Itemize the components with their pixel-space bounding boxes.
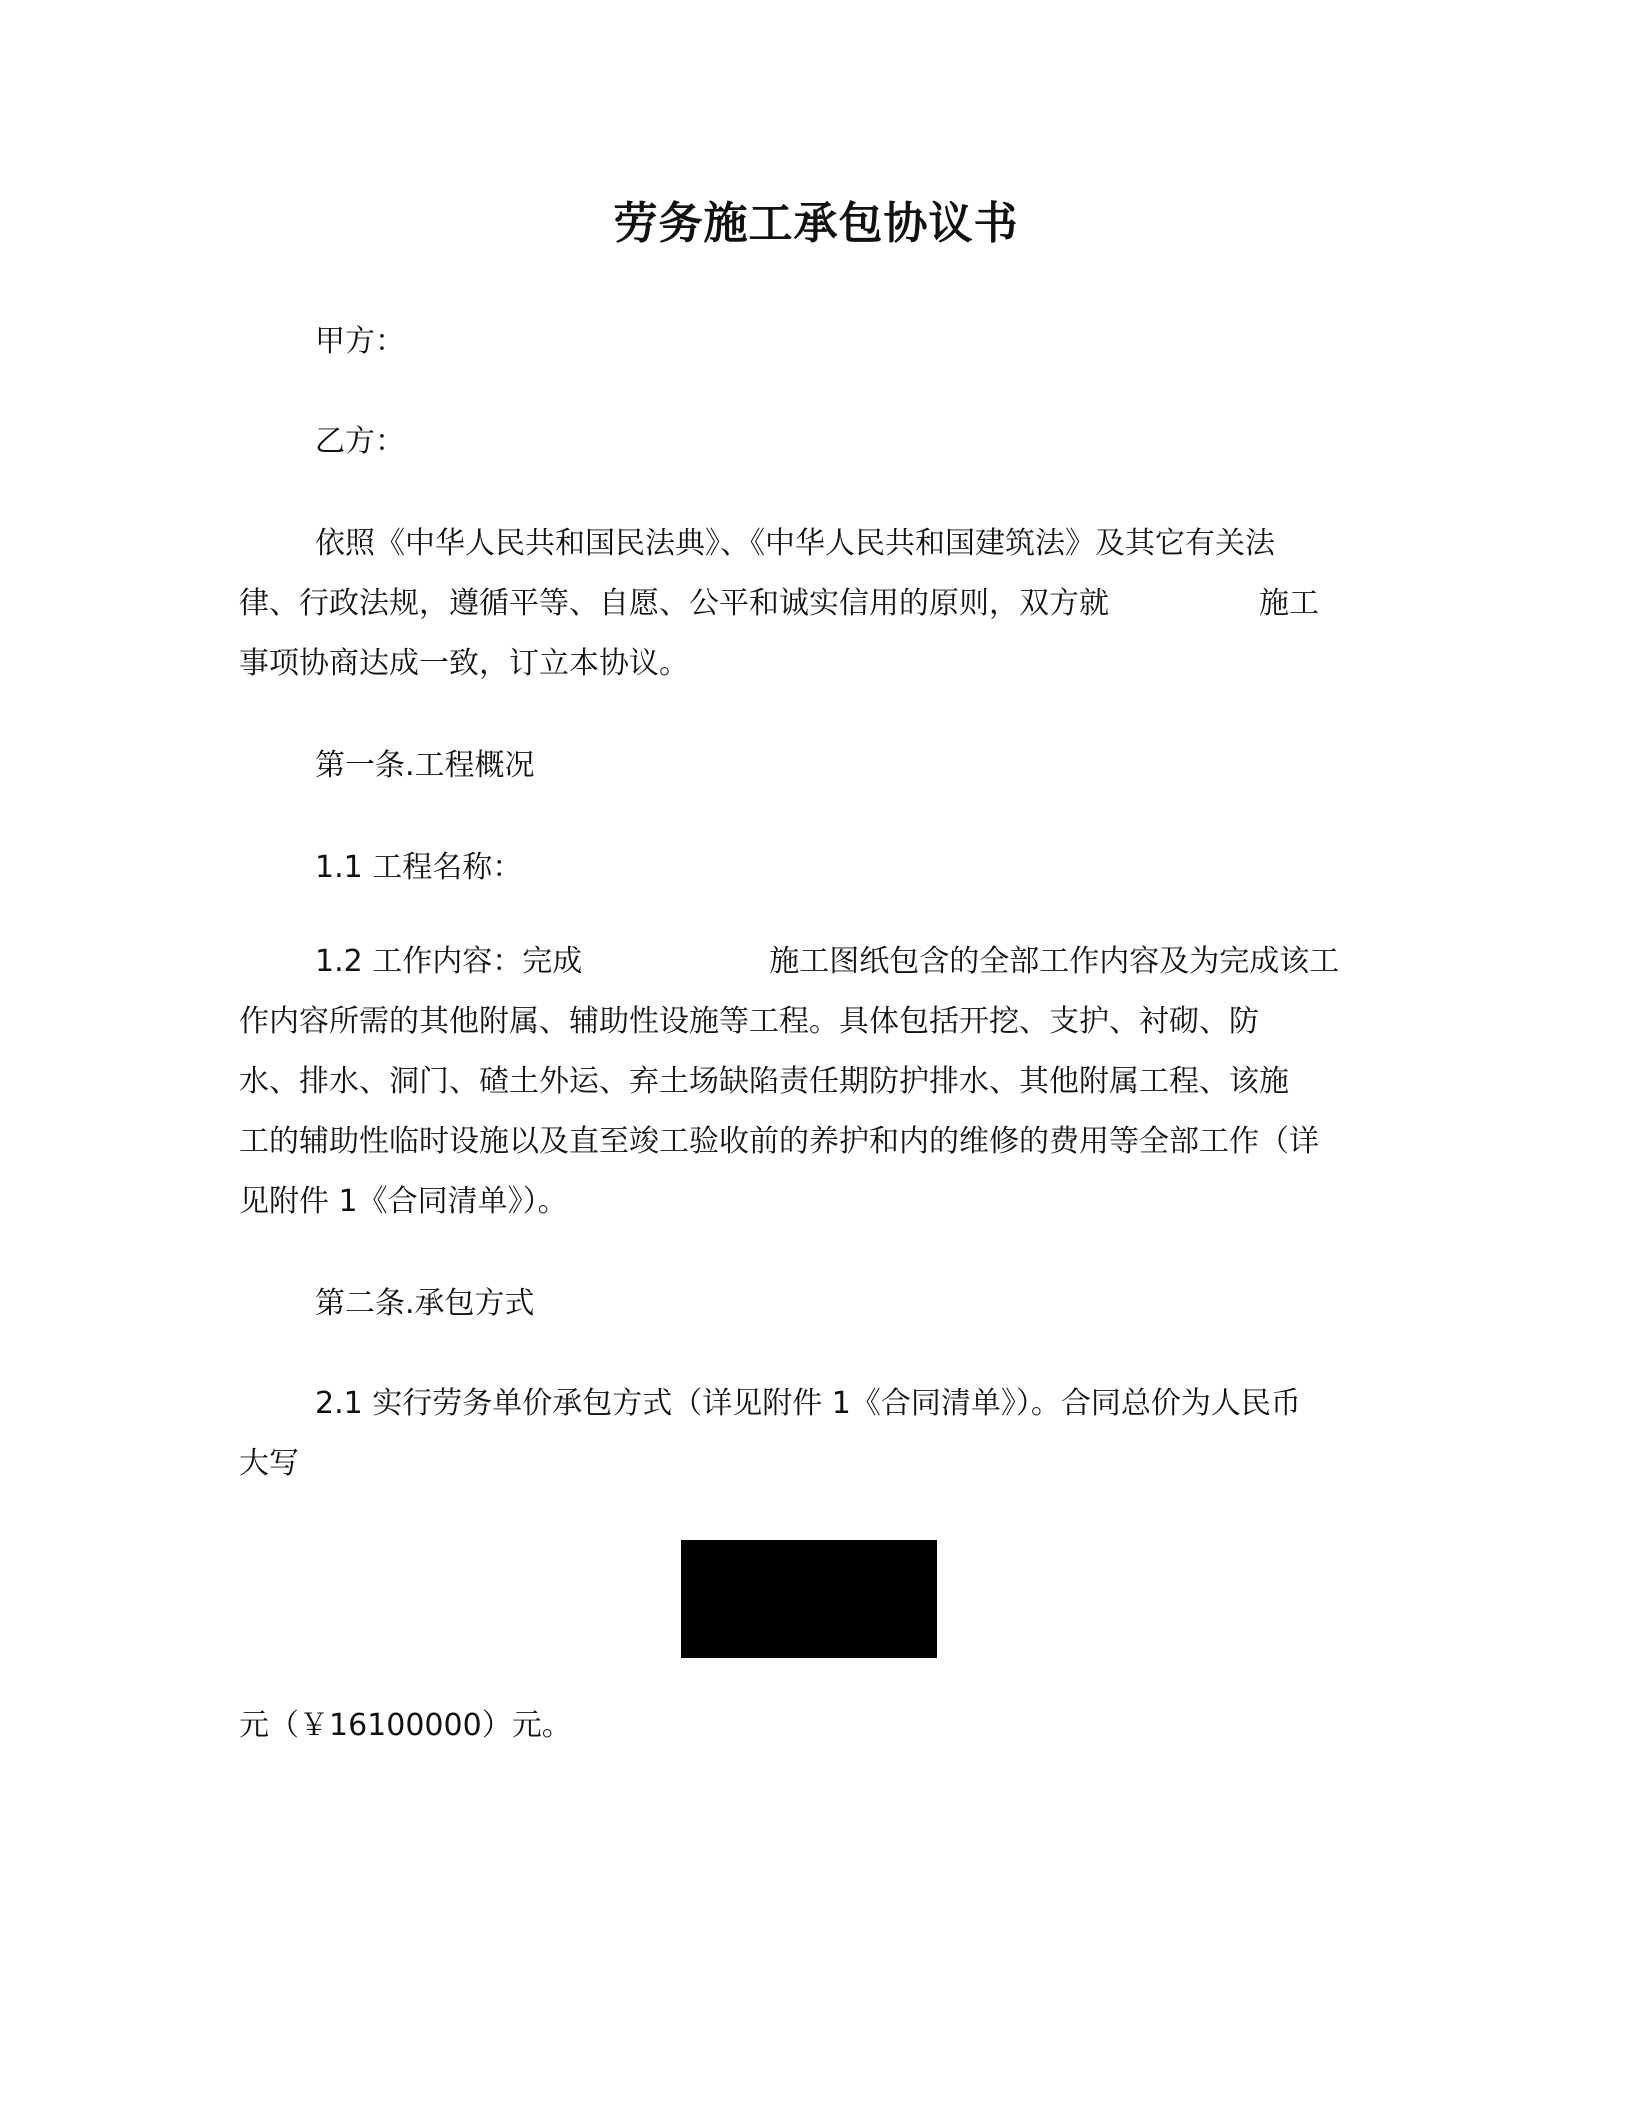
article-2-heading: 第二条.承包方式 <box>315 1286 535 1321</box>
preamble-line-3: 事项协商达成一致，订立本协议。 <box>239 646 689 681</box>
party-a-label: 甲方： <box>315 324 405 359</box>
item-1-1-project-name: 1.1 工程名称： <box>315 850 523 885</box>
item-1-2-line-1-end: 施工图纸包含的全部工作内容及为完成该工 <box>769 944 1340 979</box>
item-1-2-line-3: 水、排水、洞门、碴土外运、弃土场缺陷责任期防护排水、其他附属工程、该施 <box>239 1064 1289 1099</box>
item-2-1-line-3: 元（￥16100000）元。 <box>239 1708 572 1743</box>
party-b-label: 乙方： <box>315 424 405 459</box>
item-1-2-line-1-start: 1.2 工作内容：完成 <box>315 944 583 979</box>
item-1-2-line-4: 工的辅助性临时设施以及直至竣工验收前的养护和内的维修的费用等全部工作（详 <box>239 1124 1319 1159</box>
preamble-line-2-end: 施工 <box>1259 586 1319 621</box>
preamble-line-1: 依照《中华人民共和国民法典》、《中华人民共和国建筑法》及其它有关法 <box>315 526 1275 561</box>
item-1-2-line-5: 见附件 1《合同清单》）。 <box>239 1184 568 1219</box>
preamble-line-2 <box>239 574 1319 634</box>
item-2-1-line-2: 大写 <box>239 1446 299 1481</box>
preamble-line-2-start: 律、行政法规，遵循平等、自愿、公平和诚实信用的原则，双方就 <box>239 586 1109 621</box>
article-1-heading: 第一条.工程概况 <box>315 748 535 783</box>
document-title: 劳务施工承包协议书 <box>613 198 1019 249</box>
item-1-2-line-2: 作内容所需的其他附属、辅助性设施等工程。具体包括开挖、支护、衬砌、防 <box>239 1004 1259 1039</box>
item-2-1-line-1: 2.1 实行劳务单价承包方式（详见附件 1《合同清单》）。合同总价为人民币 <box>315 1386 1301 1421</box>
redaction-block <box>681 1540 937 1658</box>
item-1-2-line-1 <box>315 932 1339 992</box>
